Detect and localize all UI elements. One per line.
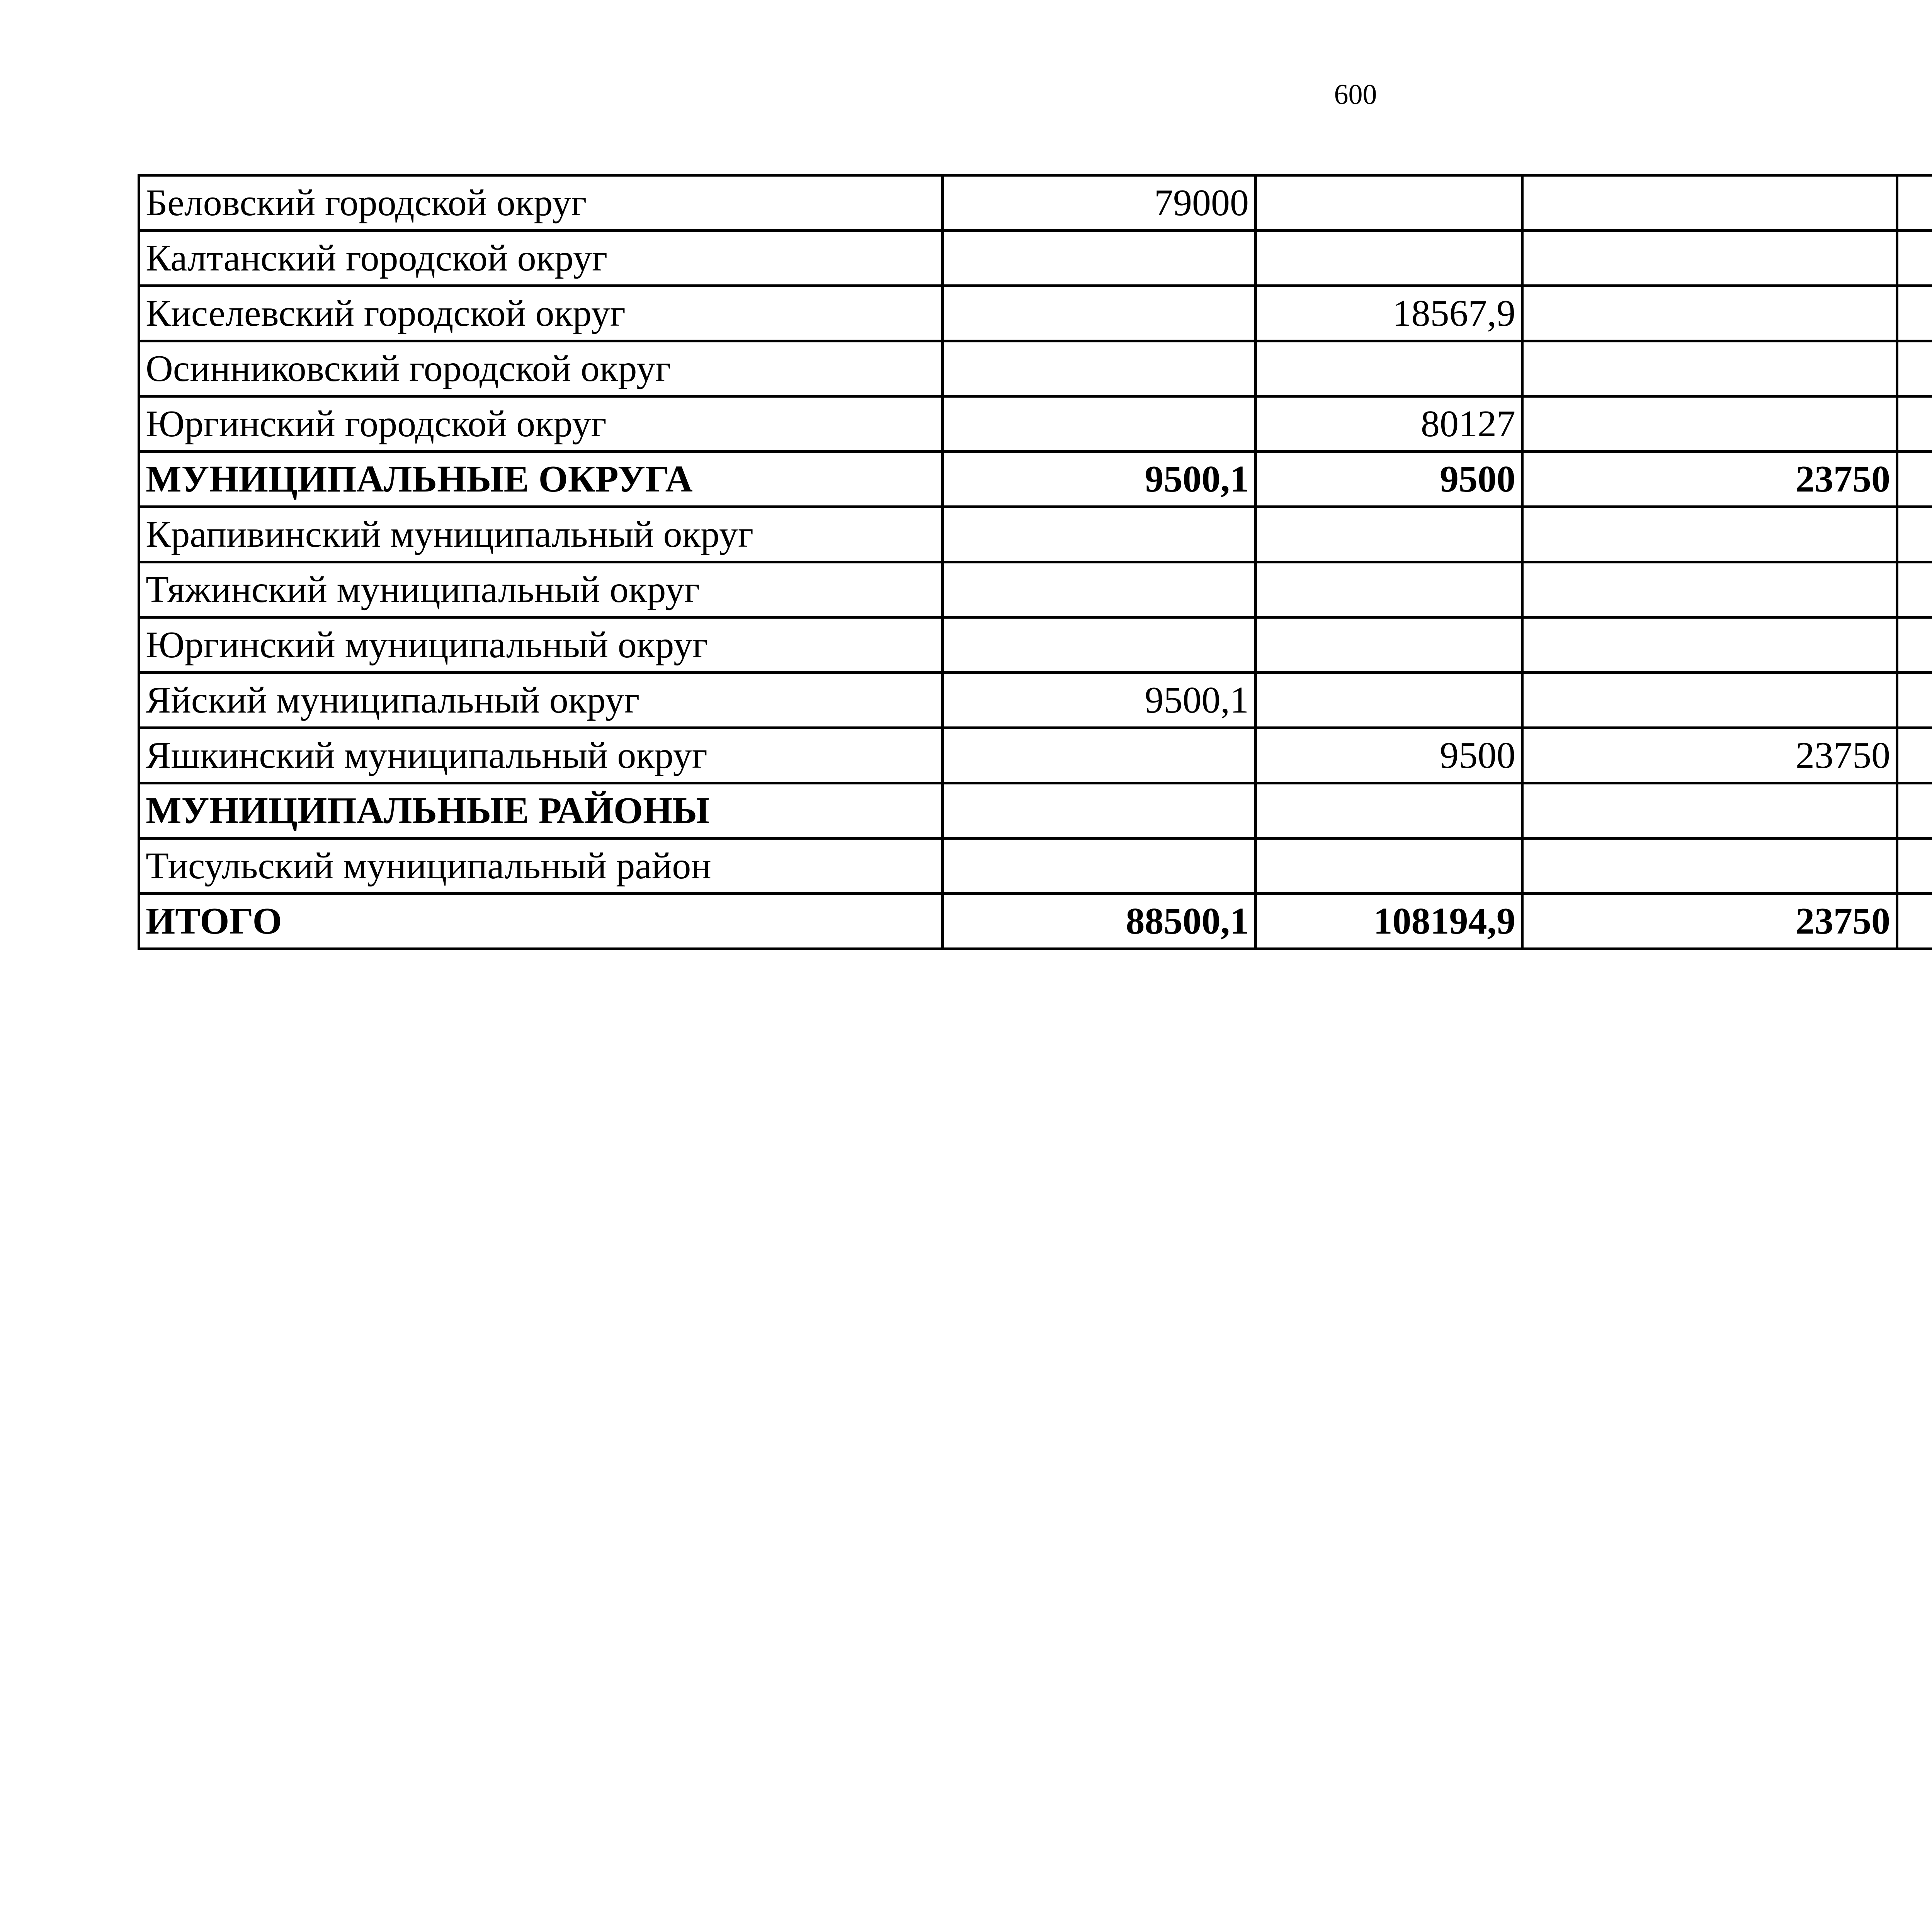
row-label-cell: Осинниковский городской округ bbox=[139, 341, 943, 396]
value-cell bbox=[1522, 839, 1897, 894]
table-row bbox=[139, 231, 1932, 286]
value-cell bbox=[943, 783, 1256, 839]
value-cell: 18567,9 bbox=[1256, 286, 1522, 341]
value-cell bbox=[1522, 341, 1897, 396]
table-row bbox=[139, 175, 1932, 231]
row-label-cell: Киселевский городской округ bbox=[139, 286, 943, 341]
table-row bbox=[139, 839, 1932, 894]
value-cell bbox=[1522, 783, 1897, 839]
value-cell bbox=[943, 231, 1256, 286]
value-cell: 9500 bbox=[1256, 452, 1522, 507]
table-row bbox=[139, 728, 1932, 783]
value-cell: 9500 bbox=[1256, 728, 1522, 783]
value-cell bbox=[1256, 839, 1522, 894]
row-label-cell: Тяжинский муниципальный округ bbox=[139, 562, 943, 617]
value-cell: 23750 bbox=[1522, 452, 1897, 507]
value-cell bbox=[1256, 562, 1522, 617]
value-cell bbox=[1897, 728, 1932, 783]
row-label-cell: Юргинский муниципальный округ bbox=[139, 617, 943, 673]
value-cell bbox=[943, 341, 1256, 396]
value-cell: 9500,1 bbox=[943, 452, 1256, 507]
value-cell bbox=[1522, 396, 1897, 452]
table-row bbox=[139, 507, 1932, 562]
value-cell bbox=[1897, 894, 1932, 949]
value-cell bbox=[1897, 673, 1932, 728]
value-cell bbox=[1897, 562, 1932, 617]
value-cell bbox=[1897, 396, 1932, 452]
table-summary-row bbox=[139, 783, 1932, 839]
value-cell bbox=[943, 286, 1256, 341]
table-summary-row bbox=[139, 452, 1932, 507]
table-row bbox=[139, 341, 1932, 396]
value-cell bbox=[1256, 231, 1522, 286]
table-summary-row bbox=[139, 894, 1932, 949]
row-label-cell: Яйский муниципальный округ bbox=[139, 673, 943, 728]
value-cell bbox=[943, 507, 1256, 562]
table-row bbox=[139, 673, 1932, 728]
value-cell: 9500,1 bbox=[943, 673, 1256, 728]
row-label-cell: ИТОГО bbox=[139, 894, 943, 949]
value-cell bbox=[1256, 783, 1522, 839]
value-cell: 79000 bbox=[943, 175, 1256, 231]
value-cell bbox=[1897, 452, 1932, 507]
value-cell bbox=[943, 839, 1256, 894]
value-cell: 108194,9 bbox=[1256, 894, 1522, 949]
value-cell bbox=[1256, 507, 1522, 562]
value-cell bbox=[1897, 507, 1932, 562]
row-label-cell: Юргинский городской округ bbox=[139, 396, 943, 452]
value-cell: 23750 bbox=[1522, 728, 1897, 783]
value-cell bbox=[1897, 783, 1932, 839]
row-label-cell: Тисульский муниципальный район bbox=[139, 839, 943, 894]
row-label-cell: МУНИЦИПАЛЬНЫЕ ОКРУГА bbox=[139, 452, 943, 507]
value-cell bbox=[1256, 617, 1522, 673]
value-cell bbox=[1522, 507, 1897, 562]
value-cell bbox=[1897, 175, 1932, 231]
data-table bbox=[138, 174, 1932, 950]
value-cell bbox=[1522, 231, 1897, 286]
value-cell bbox=[1256, 175, 1522, 231]
value-cell bbox=[943, 617, 1256, 673]
row-label-cell: МУНИЦИПАЛЬНЫЕ РАЙОНЫ bbox=[139, 783, 943, 839]
table-row bbox=[139, 286, 1932, 341]
value-cell bbox=[943, 562, 1256, 617]
table-body bbox=[139, 175, 1932, 949]
table-row bbox=[139, 617, 1932, 673]
value-cell: 88500,1 bbox=[943, 894, 1256, 949]
table-row bbox=[139, 562, 1932, 617]
value-cell bbox=[1256, 341, 1522, 396]
value-cell bbox=[1897, 231, 1932, 286]
value-cell bbox=[943, 728, 1256, 783]
row-label-cell: Беловский городской округ bbox=[139, 175, 943, 231]
value-cell bbox=[1897, 617, 1932, 673]
row-label-cell: Крапивинский муниципальный округ bbox=[139, 507, 943, 562]
value-cell: 80127 bbox=[1256, 396, 1522, 452]
value-cell bbox=[1522, 617, 1897, 673]
value-cell: 23750 bbox=[1522, 894, 1897, 949]
value-cell bbox=[1522, 673, 1897, 728]
value-cell bbox=[1897, 341, 1932, 396]
value-cell bbox=[1897, 286, 1932, 341]
value-cell bbox=[1256, 673, 1522, 728]
page-number: 600 bbox=[1334, 79, 1377, 111]
row-label-cell: Яшкинский муниципальный округ bbox=[139, 728, 943, 783]
table-row bbox=[139, 396, 1932, 452]
value-cell bbox=[943, 396, 1256, 452]
value-cell bbox=[1897, 839, 1932, 894]
value-cell bbox=[1522, 175, 1897, 231]
value-cell bbox=[1522, 562, 1897, 617]
row-label-cell: Калтанский городской округ bbox=[139, 231, 943, 286]
value-cell bbox=[1522, 286, 1897, 341]
